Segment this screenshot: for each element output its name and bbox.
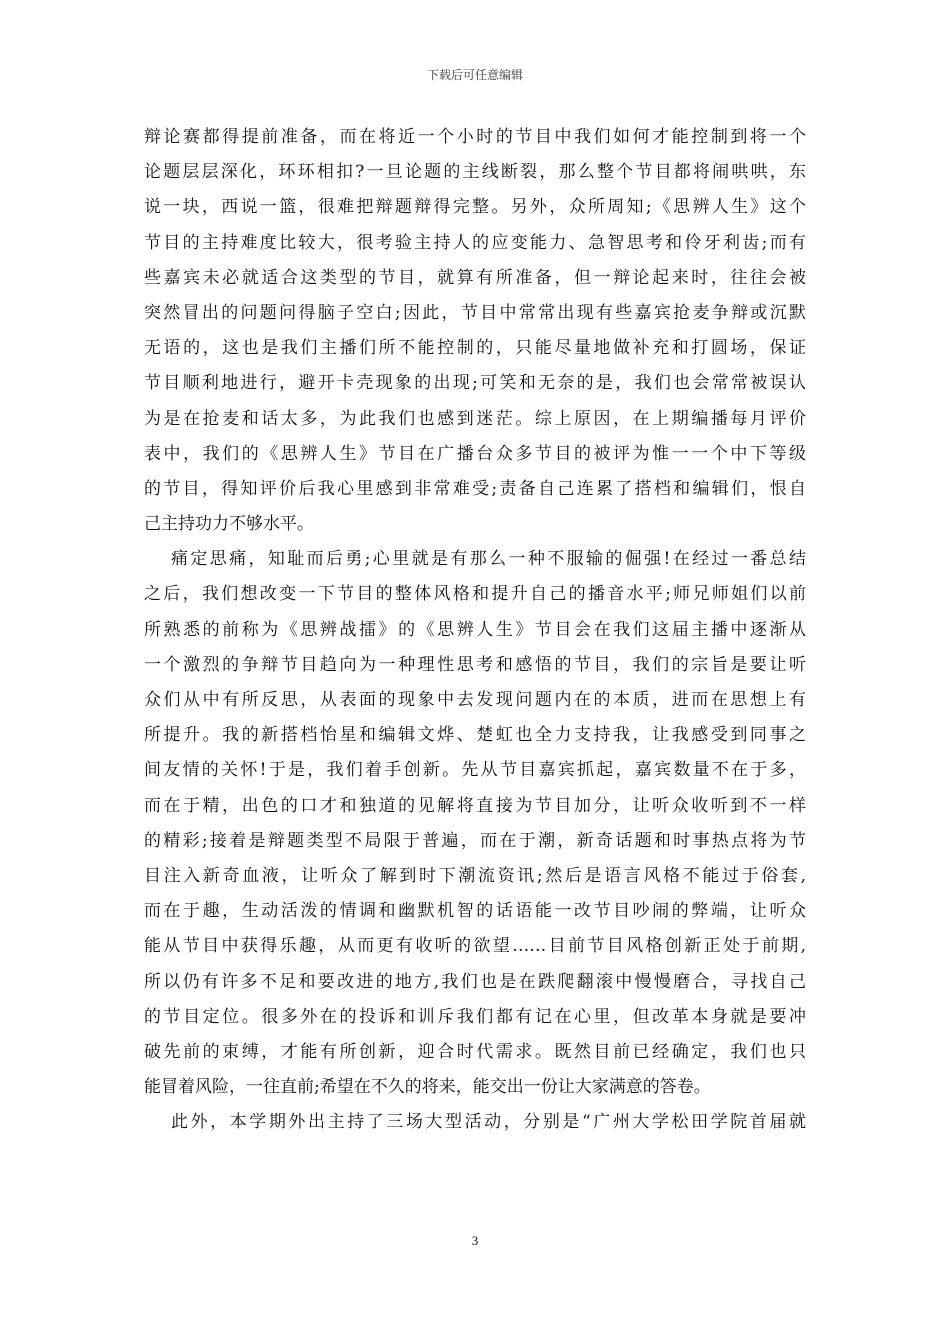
text-line: 而在于精，出色的口才和独道的见解将直接为节目加分，让听众收听到不一样: [144, 795, 806, 816]
text-line: 之后，我们想改变一下节目的整体风格和提升自己的播音水平;师兄师姐们以前: [144, 584, 806, 605]
page-header: 下载后可任意编辑: [426, 68, 523, 82]
text-line: 节目顺利地进行，避开卡壳现象的出现;可笑和无奈的是，我们也会常常被误认: [144, 373, 806, 394]
page-number: 3: [471, 1233, 479, 1248]
text-line: 的精彩;接着是辩题类型不局限于普遍，而在于潮，新奇话题和时事热点将为节: [144, 830, 806, 851]
text-line: 能从节目中获得乐趣，从而更有收听的欲望……目前节目风格创新正处于前期,: [144, 936, 806, 957]
text-line: 己主持功力不够水平。: [144, 514, 314, 535]
text-line: 说一块，西说一篮，很难把辩题辩得完整。另外，众所周知;《思辨人生》这个: [144, 197, 806, 218]
text-line: 间友情的关怀!于是，我们着手创新。先从节目嘉宾抓起，嘉宾数量不在于多，: [144, 760, 806, 781]
text-line: 无语的，这也是我们主播们所不能控制的，只能尽量地做补充和打圆场，保证: [144, 338, 806, 359]
text-line: 的节目，得知评价后我心里感到非常难受;责备自己连累了搭档和编辑们，恨自: [144, 478, 806, 499]
text-line: 节目的主持难度比较大，很考验主持人的应变能力、急智思考和伶牙利齿;而有: [144, 232, 806, 253]
text-line: 众们从中有所反思，从表面的现象中去发现问题内在的本质，进而在思想上有: [144, 690, 806, 710]
text-line: 为是在抢麦和话太多，为此我们也感到迷茫。综上原因，在上期编播每月评价: [144, 408, 806, 429]
document-body: [144, 120, 806, 1140]
text-line: 论题层层深化，环环相扣?一旦论题的主线断裂，那么整个节目都将闹哄哄，东: [144, 162, 806, 183]
text-line: 些嘉宾未必就适合这类型的节目，就算有所准备，但一辩论起来时，往往会被: [144, 267, 806, 288]
text-line: 的节目定位。很多外在的投诉和训斥我们都有记在心里，但改革本身就是要冲: [144, 1006, 806, 1027]
text-line: 所熟悉的前称为《思辨战擂》的《思辨人生》节目会在我们这届主播中逐渐从: [144, 619, 806, 640]
text-line: 一个激烈的争辩节目趋向为一种理性思考和感悟的节目，我们的宗旨是要让听: [144, 654, 806, 675]
text-line: 辩论赛都得提前准备，而在将近一个小时的节目中我们如何才能控制到将一个: [144, 127, 806, 147]
paragraph-first-line: 痛定思痛，知耻而后勇;心里就是有那么一种不服输的倔强!在经过一番总结: [171, 549, 806, 570]
text-line: 而在于趣，生动活泼的情调和幽默机智的话语能一改节目吵闹的弊端，让听众: [144, 901, 806, 922]
text-line: 所提升。我的新搭档怡星和编辑文烨、楚虹也全力支持我，让我感受到同事之: [144, 725, 806, 746]
text-line: 突然冒出的问题问得脑子空白;因此，节目中常常出现有些嘉宾抢麦争辩或沉默: [144, 302, 806, 323]
text-line: 表中，我们的《思辨人生》节目在广播台众多节目的被评为惟一一个中下等级: [144, 443, 806, 464]
text-line: 能冒着风险，一往直前;希望在不久的将来，能交出一份让大家满意的答卷。: [144, 1077, 711, 1098]
text-line: 所以仍有许多不足和要改进的地方,我们也是在跌爬翻滚中慢慢磨合，寻找自己: [144, 971, 806, 992]
text-line: 破先前的束缚，才能有所创新，迎合时代需求。既然目前已经确定，我们也只: [144, 1041, 806, 1062]
paragraph-first-line: 此外，本学期外出主持了三场大型活动，分别是“广州大学松田学院首届就: [171, 1112, 806, 1133]
text-line: 目注入新奇血液，让听众了解到时下潮流资讯;然后是语言风格不能过于俗套,: [144, 865, 806, 886]
